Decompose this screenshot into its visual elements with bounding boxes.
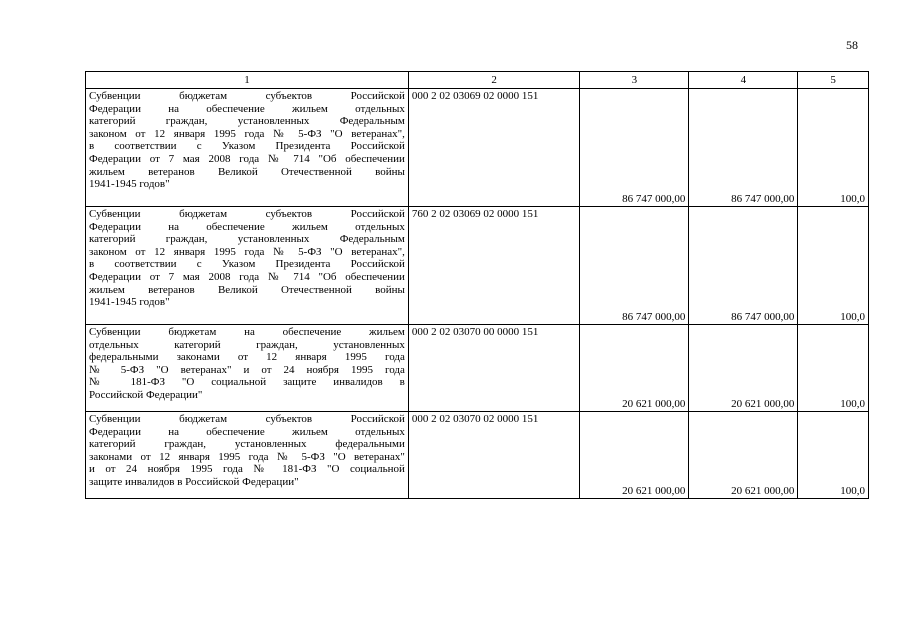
row-col3-cell: 20 621 000,00 xyxy=(580,325,689,412)
name-line: категорий граждан, установленных федеральными xyxy=(89,438,405,451)
name-line: федеральными законами от 12 января 1995 года xyxy=(89,351,405,364)
name-line: Федерации от 7 мая 2008 года № 714 "Об обеспечении xyxy=(89,270,405,283)
name-line: отдельных категорий граждан, установленных xyxy=(89,338,405,351)
table-row xyxy=(86,207,869,325)
name-line: законом от 12 января 1995 года № 5-ФЗ "О ветеранах", xyxy=(89,245,405,258)
row-col4-cell: 86 747 000,00 xyxy=(689,207,798,325)
row-code-cell: 000 2 02 03069 02 0000 151 xyxy=(408,89,580,207)
row-name-cell xyxy=(86,89,409,207)
row-col4-cell: 20 621 000,00 xyxy=(689,412,798,499)
header-cell-4: 4 xyxy=(689,72,798,89)
table-row xyxy=(86,89,869,207)
name-line: жильем ветеранов Великой Отечественной войны xyxy=(89,165,405,178)
row-col4-cell: 20 621 000,00 xyxy=(689,325,798,412)
row-col5-cell: 100,0 xyxy=(798,412,869,499)
row-col5-cell: 100,0 xyxy=(798,325,869,412)
name-line: 1941-1945 годов" xyxy=(89,178,170,191)
row-col5-cell: 100,0 xyxy=(798,89,869,207)
header-cell-5: 5 xyxy=(798,72,869,89)
row-col3-cell: 86 747 000,00 xyxy=(580,89,689,207)
row-name-cell xyxy=(86,325,409,412)
name-line: Субвенции бюджетам субъектов Российской xyxy=(89,413,405,425)
name-line: № 181-ФЗ "О социальной защите инвалидов в xyxy=(89,376,405,389)
name-line: категорий граждан, установленных Федеральным xyxy=(89,115,405,128)
budget-table xyxy=(85,71,869,499)
name-line: в соответствии с Указом Президента Российской xyxy=(89,258,405,271)
page-number: 58 xyxy=(846,38,858,52)
name-line: 1941-1945 годов" xyxy=(89,296,170,309)
name-line: Субвенции бюджетам на обеспечение жильем xyxy=(89,326,405,338)
row-code-cell: 000 2 02 03070 02 0000 151 xyxy=(408,412,580,499)
row-name-cell xyxy=(86,412,409,499)
name-line: защите инвалидов в Российской Федерации" xyxy=(89,475,299,488)
row-code-cell: 000 2 02 03070 00 0000 151 xyxy=(408,325,580,412)
name-line: законом от 12 января 1995 года № 5-ФЗ "О ветеранах", xyxy=(89,127,405,140)
name-line: Российской Федерации" xyxy=(89,388,203,401)
row-col3-cell: 86 747 000,00 xyxy=(580,207,689,325)
row-col5-cell: 100,0 xyxy=(798,207,869,325)
row-name-cell xyxy=(86,207,409,325)
name-line: Федерации от 7 мая 2008 года № 714 "Об обеспечении xyxy=(89,152,405,165)
table-row xyxy=(86,412,869,499)
row-col3-cell: 20 621 000,00 xyxy=(580,412,689,499)
name-line: в соответствии с Указом Президента Российской xyxy=(89,140,405,153)
name-line: законами от 12 января 1995 года № 5-ФЗ "О ветеранах" xyxy=(89,450,405,463)
table-row xyxy=(86,325,869,412)
row-code-cell: 760 2 02 03069 02 0000 151 xyxy=(408,207,580,325)
name-line: № 5-ФЗ "О ветеранах" и от 24 ноября 1995 года xyxy=(89,363,405,376)
header-cell-2: 2 xyxy=(408,72,580,89)
name-line: Субвенции бюджетам субъектов Российской xyxy=(89,90,405,102)
name-line: Федерации на обеспечение жильем отдельных xyxy=(89,102,405,115)
header-cell-1: 1 xyxy=(86,72,409,89)
name-line: Субвенции бюджетам субъектов Российской xyxy=(89,208,405,220)
name-line: жильем ветеранов Великой Отечественной войны xyxy=(89,283,405,296)
name-line: Федерации на обеспечение жильем отдельных xyxy=(89,220,405,233)
header-row xyxy=(86,72,869,89)
header-cell-3: 3 xyxy=(580,72,689,89)
name-line: и от 24 ноября 1995 года № 181-ФЗ "О социальной xyxy=(89,463,405,476)
row-col4-cell: 86 747 000,00 xyxy=(689,89,798,207)
name-line: категорий граждан, установленных Федеральным xyxy=(89,233,405,246)
name-line: Федерации на обеспечение жильем отдельных xyxy=(89,425,405,438)
